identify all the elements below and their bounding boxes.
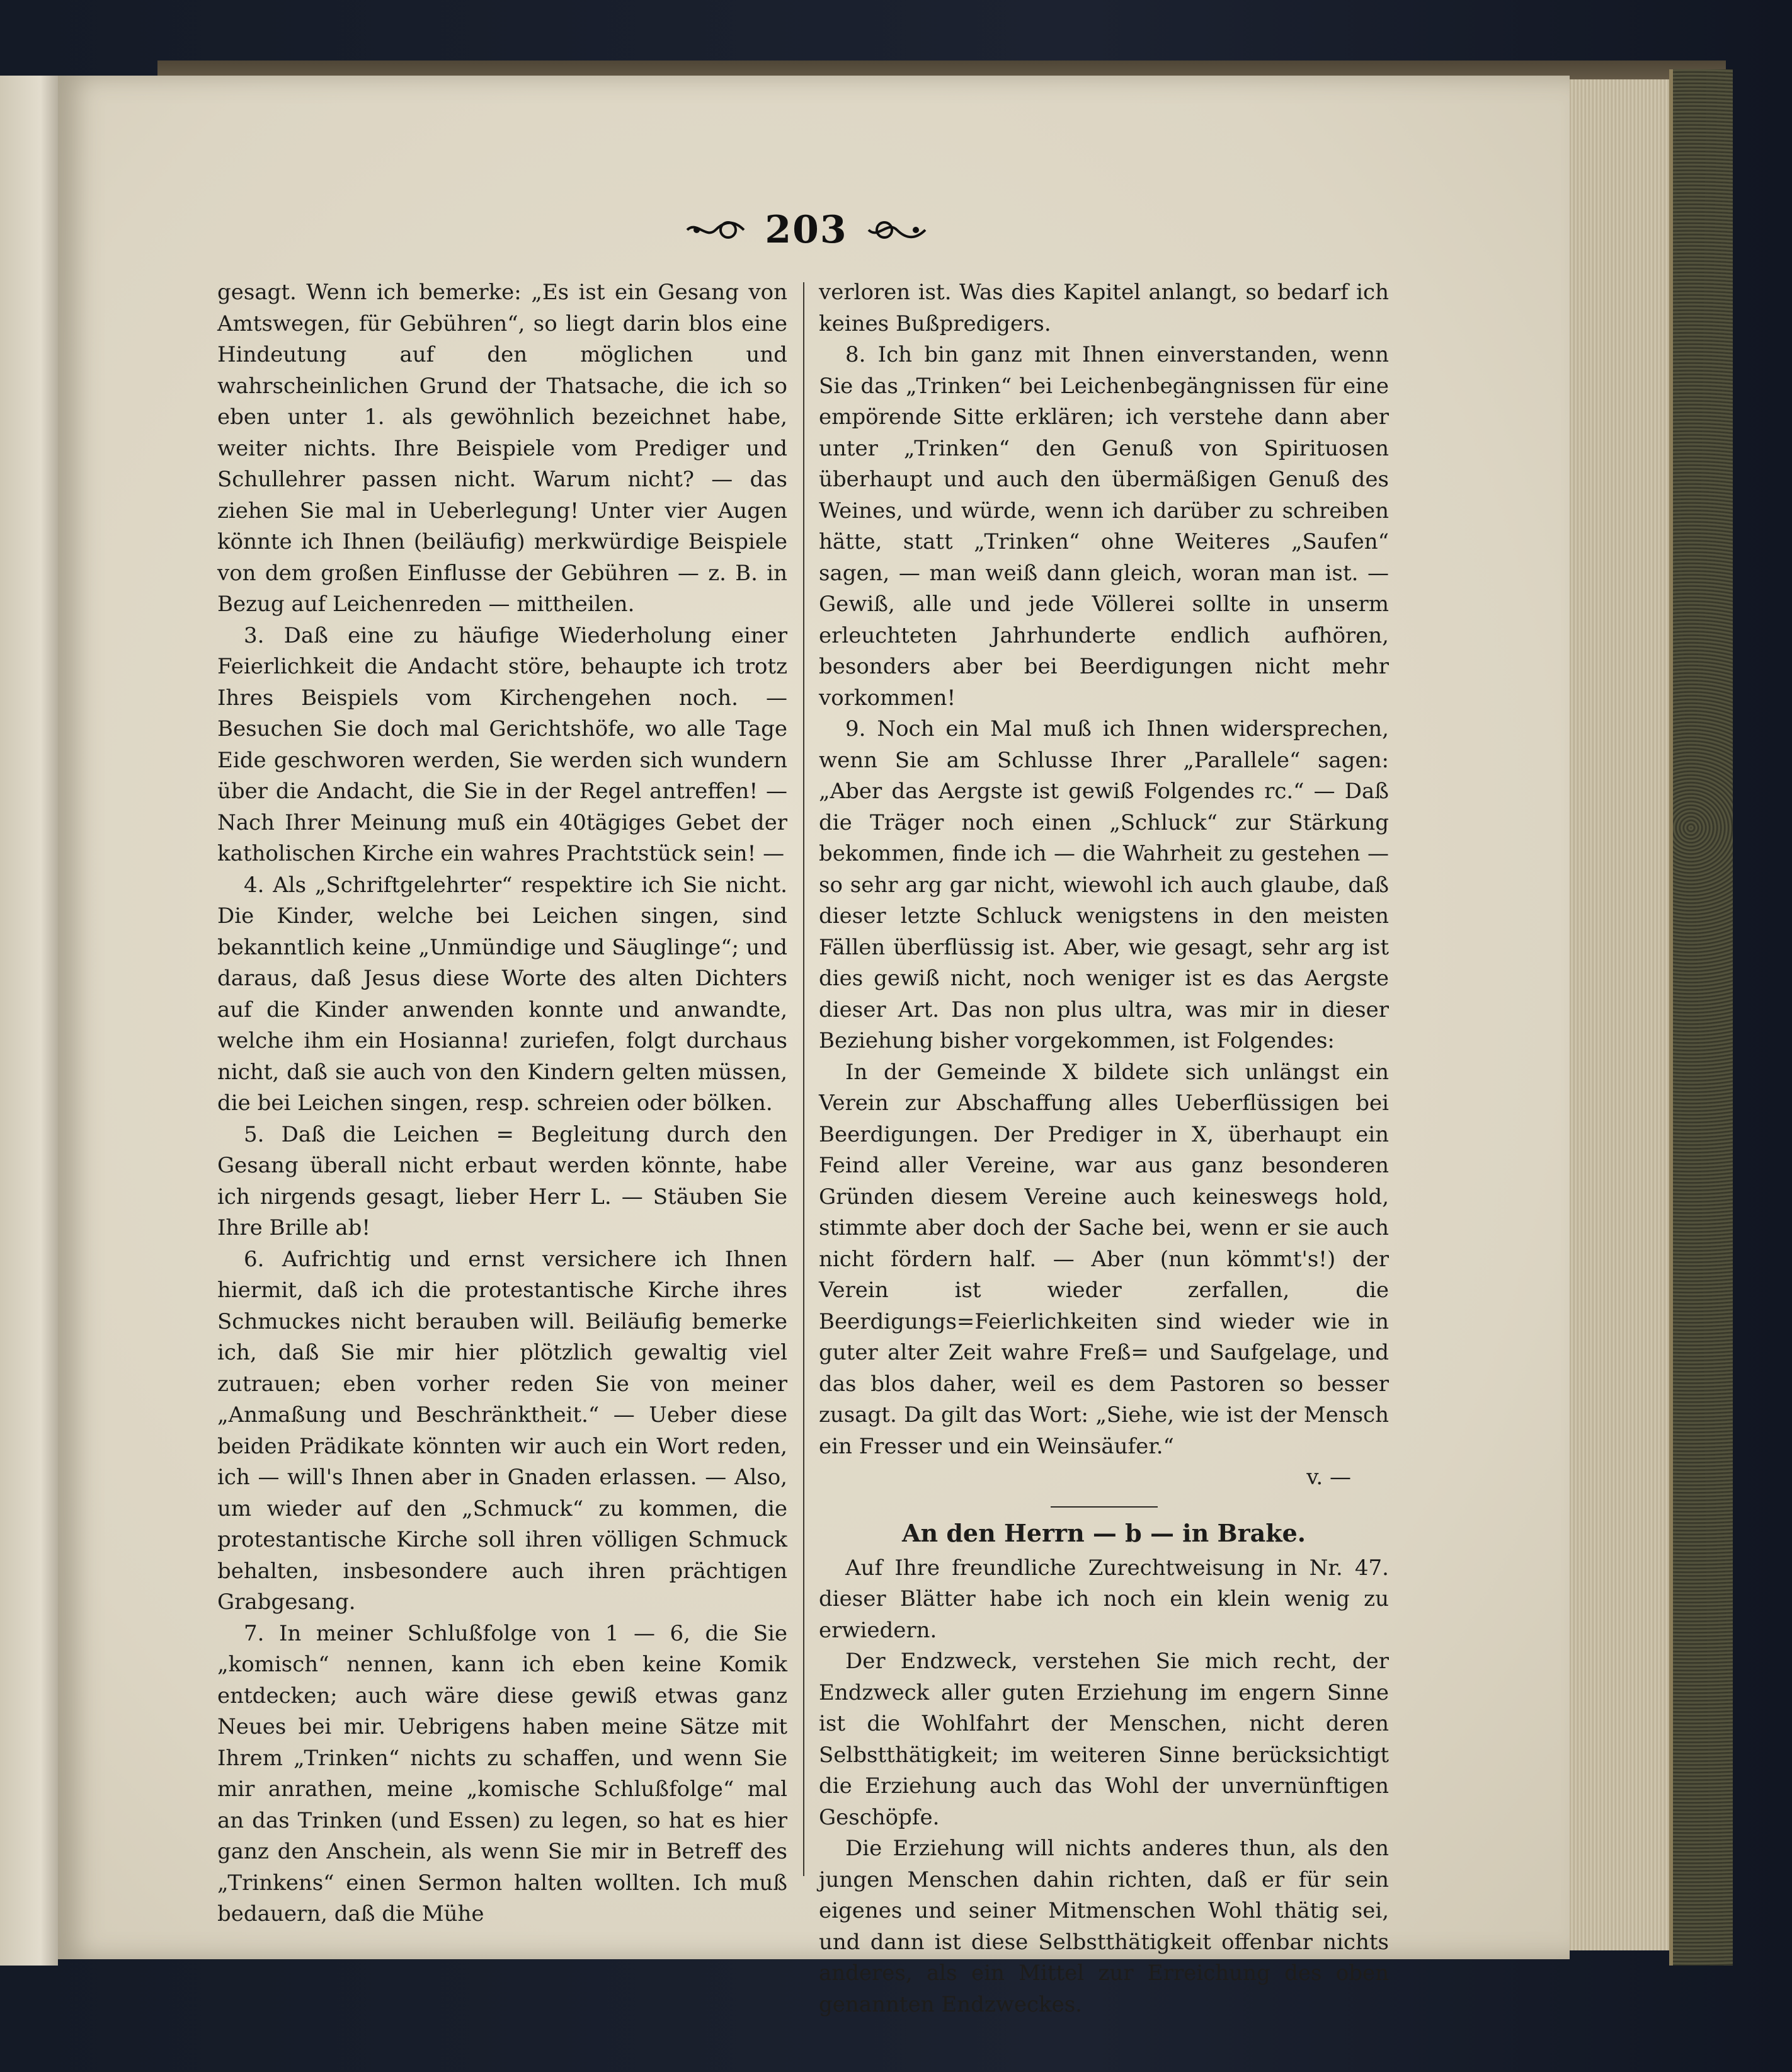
paragraph: 3. Daß eine zu häufige Wiederholung einer Feierlichkeit die Andacht störe, behaupte ich trotz Ihres Beispiels vom Kirchengehen noch. — Besuchen Sie doch mal Gerichtshöfe, wo alle Tage Eide geschworen werden, Sie werden sich wundern über die Andacht, die Sie in der Regel antreffen! — Nach Ihrer Meinung muß ein 40tägiges Gebet der katholischen Kirche ein wahres Prachtstück sein! — xyxy=(217,622,787,866)
left-column xyxy=(217,277,787,1926)
paragraph: verloren ist. Was dies Kapitel anlangt, so bedarf ich keines Bußpredigers. xyxy=(819,280,1389,336)
section-heading: An den Herrn — b — in Brake. xyxy=(902,1518,1306,1547)
paragraph: 9. Noch ein Mal muß ich Ihnen widersprechen, wenn Sie am Schlusse Ihrer „Parallele“ sagen: „Aber das Aergste ist gewiß Folgendes rc.“ — Daß die Träger noch einen „Schluck“ zur Stärkung bekommen, finde ich — die Wahrheit zu gestehen — so sehr arg gar nicht, wiewohl ich auch glaube, daß dieser letzte Schluck wenigstens in den meisten Fällen überflüssig ist. Aber, wie gesagt, sehr arg ist dies gewiß nicht, noch weniger ist es das Aergste dieser Art. Das non plus ultra, was mir in dieser Beziehung bisher vorgekommen, ist Folgendes: xyxy=(819,716,1389,1053)
paragraph: 8. Ich bin ganz mit Ihnen einverstanden, wenn Sie das „Trinken“ bei Leichenbegängnissen für eine empörende Sitte erklären; ich verstehe dann aber unter „Trinken“ den Genuß von Spirituosen überhaupt und auch den übermäßigen Genuß des Weines, und würde, wenn ich darüber zu schreiben hätte, statt „Trinken“ ohne Weiteres „Saufen“ sagen, — man weiß dann gleich, woran man ist. — Gewiß, alle und jede Völlerei sollte in unserm erleuchteten Jahrhunderte endlich aufhören, besonders aber bei Beerdigungen nicht mehr vorkommen! xyxy=(819,342,1389,711)
paragraph: 4. Als „Schriftgelehrter“ respektire ich Sie nicht. Die Kinder, welche bei Leichen singen, sind bekanntlich keine „Unmündige und Säuglinge“; und daraus, daß Jesus diese Worte des alten Dichters auf die Kinder anwenden konnte und anwandte, welche ihm ein Hosianna! zuriefen, folgt durchaus nicht, daß sie auch von den Kindern gelten müssen, die bei Leichen singen, resp. schreien oder bölken. xyxy=(217,872,787,1116)
right-ornament-icon xyxy=(865,214,928,246)
column-divider xyxy=(803,282,804,1876)
paragraph: 5. Daß die Leichen = Begleitung durch den Gesang überall nicht erbaut werden könnte, habe ich nirgends gesagt, lieber Herr L. — Stäuben Sie Ihre Brille ab! xyxy=(217,1121,787,1240)
left-ornament-icon xyxy=(684,214,747,246)
paragraph: Auf Ihre freundliche Zurechtweisung in Nr. 47. dieser Blätter habe ich noch ein klein wenig zu erwiedern. xyxy=(819,1555,1389,1643)
page-number: 203 xyxy=(765,208,848,252)
signature-line xyxy=(819,1462,1389,1494)
book-cover-edge xyxy=(1669,69,1733,1966)
paragraph: 6. Aufrichtig und ernst versichere ich Ihnen hiermit, daß ich die protestantische Kirche ihres Schmuckes nicht berauben will. Beiläufig bemerke ich, daß Sie mir hier plötzlich gewaltig viel zutrauen; eben vorher reden Sie von meiner „Anmaßung und Beschränktheit.“ — Ueber diese beiden Prädikate könnten wir auch ein Wort reden, ich — will's Ihnen aber in Gnaden erlassen. — Also, um wieder auf den „Schmuck“ zu kommen, die protestantische Kirche soll ihren völligen Schmuck behalten, insbesondere auch ihren prächtigen Grabgesang. xyxy=(217,1246,787,1615)
section-separator xyxy=(1051,1506,1158,1508)
page-header xyxy=(649,202,964,258)
page-stack-edge xyxy=(1568,79,1669,1950)
paragraph: 7. In meiner Schlußfolge von 1 — 6, die Sie „komisch“ nennen, kann ich eben keine Komik entdecken; auch wäre diese gewiß etwas ganz Neues bei mir. Uebrigens haben meine Sätze mit Ihrem „Trinken“ nichts zu schaffen, und wenn Sie mir anrathen, meine „komische Schlußfolge“ mal an das Trinken (und Essen) zu legen, so hat es hier ganz den Anschein, als wenn Sie mir in Betreff des „Trinkens“ einen Sermon halten wollten. Ich muß bedauern, daß die Mühe xyxy=(217,1620,787,1926)
paragraph: gesagt. Wenn ich bemerke: „Es ist ein Gesang von Amtswegen, für Gebühren“, so liegt darin blos eine Hindeutung auf den möglichen und wahrscheinlichen Grund der Thatsache, die ich so eben unter 1. als gewöhnlich bezeichnet habe, weiter nichts. Ihre Beispiele vom Prediger und Schullehrer passen nicht. Warum nicht? — das ziehen Sie mal in Ueberlegung! Unter vier Augen könnte ich Ihnen (beiläufig) merkwürdige Beispiele von dem großen Einflusse der Gebühren — z. B. in Bezug auf Leichenreden — mittheilen. xyxy=(217,280,787,617)
paragraph: Der Endzweck, verstehen Sie mich recht, der Endzweck aller guten Erziehung im engern Sinne ist die Wohlfahrt der Menschen, nicht deren Selbstthätigkeit; im weiteren Sinne berücksichtigt die Erziehung auch das Wohl der unvernünftigen Geschöpfe. xyxy=(819,1649,1389,1830)
paragraph: Die Erziehung will nichts anderes thun, als den jungen Menschen dahin richten, daß er für sein eigenes und seiner Mitmenschen Wohl thätig sei, und dann ist diese Selbstthätigkeit offenbar nichts anderes, als ein Mittel zur Erreichung des oben genannten Endzweckes. xyxy=(819,1836,1389,2017)
paragraph: In der Gemeinde X bildete sich unlängst ein Verein zur Abschaffung alles Ueberflüssigen bei Beerdigungen. Der Prediger in X, überhaupt ein Feind aller Vereine, war aus ganz besonderen Gründen diesem Vereine auch keineswegs hold, stimmte aber doch der Sache bei, wenn er sie auch nicht fördern half. — Aber (nun kömmt's!) der Verein ist wieder zerfallen, die Beerdigungs=Feierlichkeiten sind wieder wie in guter alter Zeit wahre Freß= und Saufgelage, und das blos daher, weil es dem Pastoren so besser zusagt. Da gilt das Wort: „Siehe, wie ist der Mensch ein Fresser und ein Weinsäufer.“ xyxy=(819,1059,1389,1459)
signature: v. — xyxy=(1306,1465,1351,1490)
right-column xyxy=(819,277,1389,2017)
left-page-edge xyxy=(0,76,58,1966)
